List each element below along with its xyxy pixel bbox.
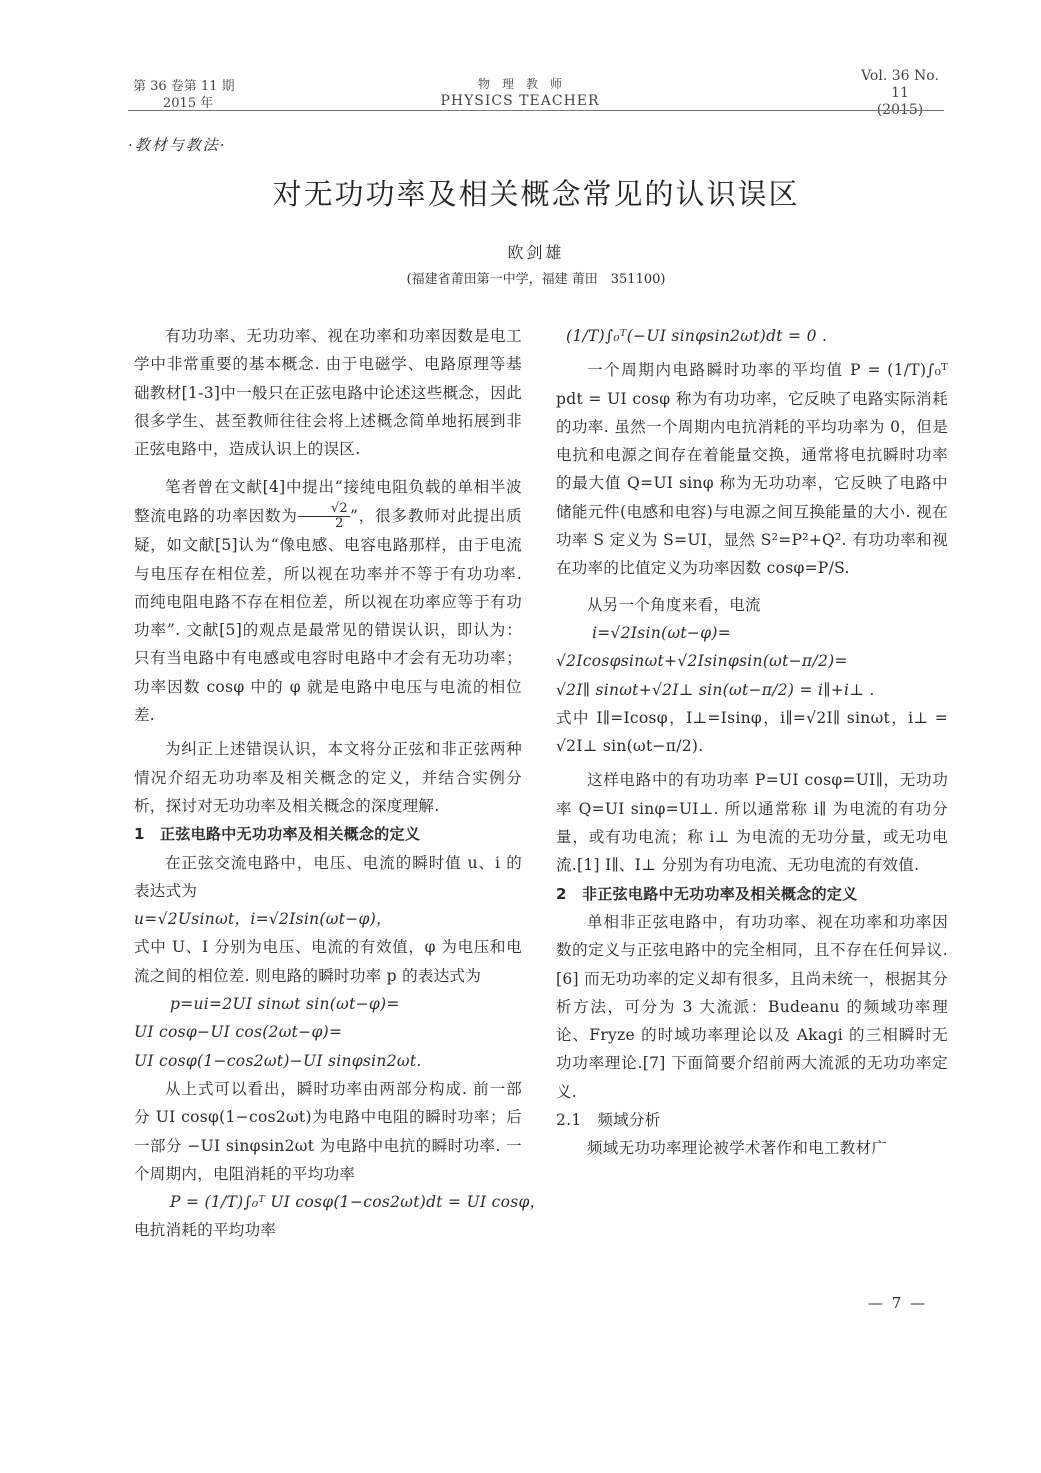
journal-volume-info xyxy=(133,78,235,112)
journal-volume-en xyxy=(852,68,948,119)
equation: p=ui=2UI sinωt sin(ωt−φ)= xyxy=(170,995,400,1014)
paragraph: 式中 U、I 分别为电压、电流的有效值，φ 为电压和电流之间的相位差. 则电路的瞬时功率 p 的表达式为 xyxy=(134,938,522,985)
journal-name-cn: 物 理 教 师 xyxy=(477,77,562,91)
left-column xyxy=(134,322,546,1245)
fraction xyxy=(298,502,350,531)
fraction-denominator: 2 xyxy=(335,516,344,532)
equation: (1/T)∫₀ᵀ(−UI sinφsin2ωt)dt = 0 . xyxy=(566,327,828,345)
paper-title: 对无功功率及相关概念常见的认识误区 xyxy=(272,177,800,211)
author-name: 欧剑雄 xyxy=(507,243,565,262)
journal-name xyxy=(420,76,620,110)
section-heading: 1 正弦电路中无功功率及相关概念的定义 xyxy=(134,825,421,844)
equation: u=√2Usinωt，i=√2Isin(ωt−φ)， xyxy=(134,910,392,929)
journal-name-en: PHYSICS TEACHER xyxy=(440,93,600,109)
equation: UI cosφ(1−cos2ωt)−UI sinφsin2ωt. xyxy=(134,1051,422,1070)
paragraph: 为纠正上述错误认识，本文将分正弦和非正弦两种情况介绍无功功率及相关概念的定义，并结合实例分析，探讨对无功功率及相关概念的深度理解. xyxy=(134,740,522,815)
paragraph-text: 笔者曾在文献[4]中提出“接纯电阻负载的单相半波整流电路的功率因数为 xyxy=(134,478,522,525)
paragraph-text: ”，很多教师对此提出质疑，如文献[5]认为“像电感、电容电路那样，由于电流与电压存在相位差，所以视在功率并不等于有功功率. 而纯电阻电路不存在相位差，所以视在功率应等于有功功率”. 文献[5]的观点是最常见的错误认识，即认为：只有当电路中有电感或电容时电路中才会有无功功率；功率因数 cosφ 中的 φ 就是电路中电压与电流的相位差. xyxy=(134,506,522,725)
subsection-heading: 2.1 频域分析 xyxy=(556,1111,661,1130)
paragraph: 在正弦交流电路中，电压、电流的瞬时值 u、i 的表达式为 xyxy=(134,853,522,900)
paragraph xyxy=(134,473,522,729)
equation: UI cosφ−UI cos(2ωt−φ)= xyxy=(134,1023,343,1042)
paragraph: 一个周期内电路瞬时功率的平均值 P = (1/T)∫₀ᵀ pdt = UI cosφ 称为有功功率，它反映了电路实际消耗的功率. 虽然一个周期内电抗消耗的平均功率为 0，但是电抗和电源之间存在着能量交换，通常将电抗瞬时功率的最大值 Q=UI sinφ 称为无功功率，它反映了电路中储能元件(电感和电容)与电源之间互换能量的大小. 视在功率 S 定义为 S=UI，显然 S²=P²+Q². 有功功率和视在功率的比值定义为功率因数 cosφ=P/S. xyxy=(556,361,948,578)
volume-issue: 第 36 卷第 11 期 xyxy=(133,79,235,94)
paragraph: 单相非正弦电路中，有功功率、视在功率和功率因数的定义与正弦电路中的完全相同，且不存在任何异议.[6] 而无功功率的定义却有很多，且尚未统一，根据其分析方法，可分为 3 大流派：Budeanu 的频域功率理论、Fryze 的时域功率理论以及 Akagi 的三相瞬时无功功率理论.[7] 下面简要介绍前两大流派的无功功率定义. xyxy=(556,912,948,1101)
section-heading: 2 非正弦电路中无功功率及相关概念的定义 xyxy=(556,884,858,903)
paragraph: 从另一个角度来看，电流 xyxy=(587,595,761,614)
author-affiliation: (福建省莆田第一中学，福建 莆田 351100) xyxy=(406,272,666,287)
volume-issue-en: Vol. 36 No. 11 xyxy=(861,68,939,101)
equation: √2Icosφsinωt+√2Isinφsin(ωt−π/2)= xyxy=(556,652,848,671)
year-en: (2015) xyxy=(876,102,924,118)
year: 2015 年 xyxy=(163,96,214,111)
right-column xyxy=(556,322,948,1163)
fraction-numerator: √2 xyxy=(298,502,350,517)
paragraph: 有功功率、无功功率、视在功率和功率因数是电工学中非常重要的基本概念. 由于电磁学、电路原理等基础教材[1-3]中一般只在正弦电路中论述这些概念，因此很多学生、甚至教师往往会将上述概念简单地拓展到非正弦电路中，造成认识上的误区. xyxy=(134,327,522,459)
paragraph: 从上式可以看出，瞬时功率由两部分构成. 前一部分 UI cosφ(1−cos2ωt)为电路中电阻的瞬时功率；后一部分 −UI sinφsin2ωt 为电路中电抗的瞬时功率. 一个周期内，电阻消耗的平均功率 xyxy=(134,1079,522,1183)
equation: i=√2Isin(ωt−φ)= xyxy=(592,623,731,642)
paragraph: 这样电路中的有功功率 P=UI cosφ=UI∥，无功功率 Q=UI sinφ=UI⊥. 所以通常称 i∥ 为电流的有功分量，或有功电流；称 i⊥ 为电流的无功分量，或无功电流.[1] I∥、I⊥ 分别为有功电流、无功电流的有效值. xyxy=(556,771,948,875)
equation: P = (1/T)∫₀ᵀ UI cosφ(1−cos2ωt)dt = UI cosφ， xyxy=(170,1193,546,1212)
paragraph: 式中 I∥=Icosφ，I⊥=Isinφ，i∥=√2I∥ sinωt，i⊥ = √2I⊥ sin(ωt−π/2). xyxy=(556,708,948,756)
column-tag: ·教材与教法· xyxy=(128,136,227,154)
header-rule xyxy=(128,110,944,111)
page-number: — 7 — xyxy=(868,1294,928,1312)
paragraph: 频域无功功率理论被学术著作和电工教材广 xyxy=(587,1139,888,1158)
equation: √2I∥ sinωt+√2I⊥ sin(ωt−π/2) = i∥+i⊥ . xyxy=(556,680,875,699)
paragraph: 电抗消耗的平均功率 xyxy=(134,1221,277,1240)
